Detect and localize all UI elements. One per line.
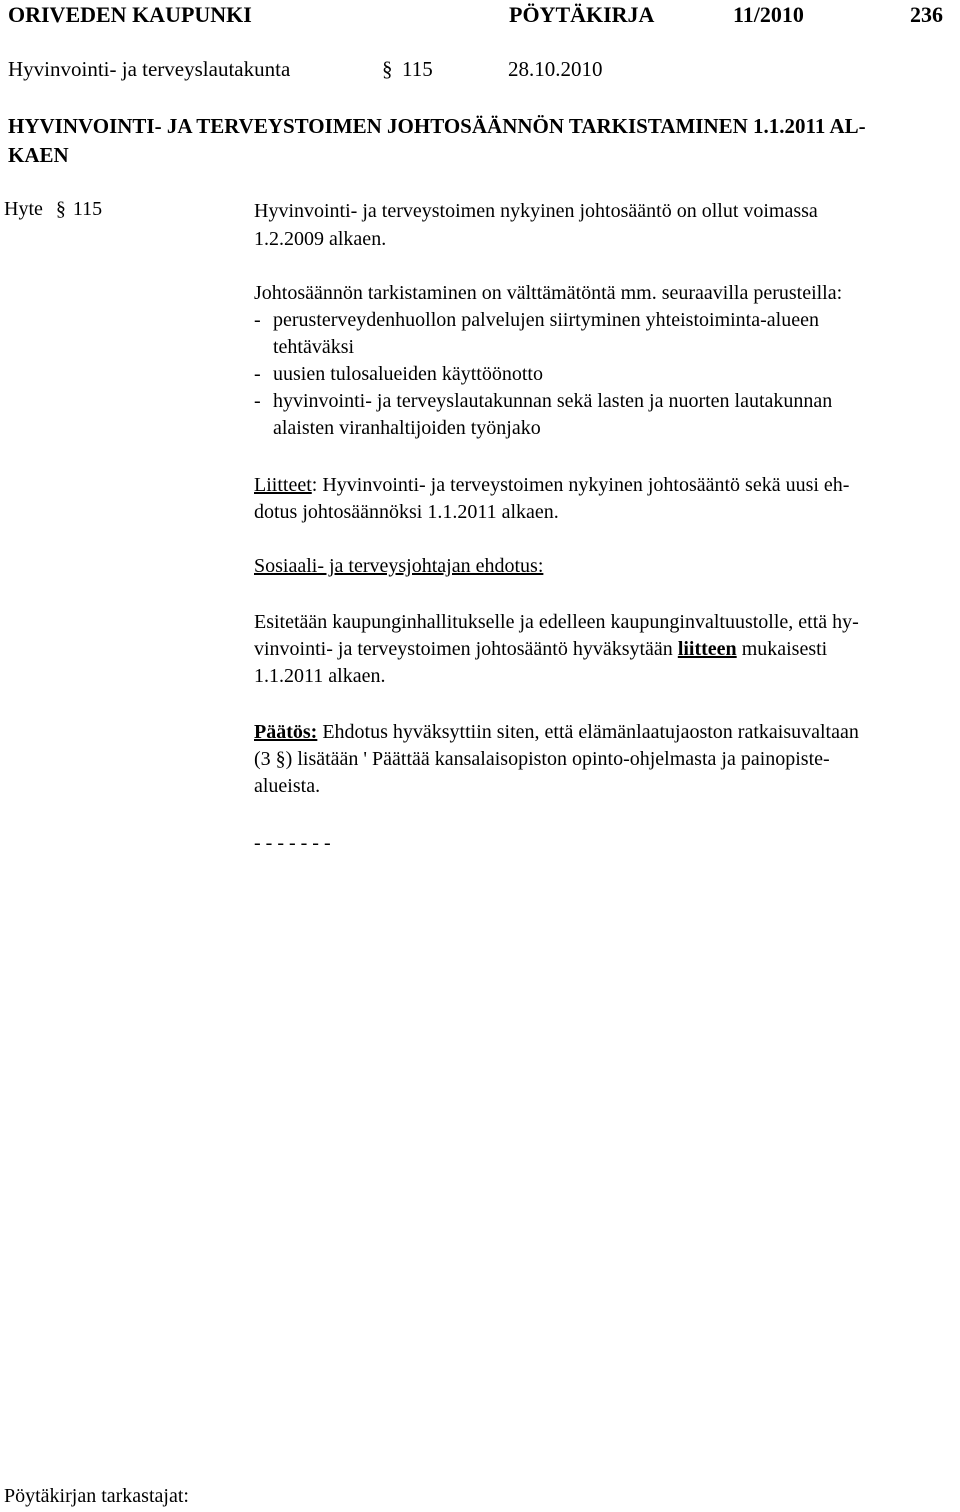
bullet-line-cont: alaisten viranhaltijoiden työnjako — [273, 417, 541, 439]
decision-line1 — [254, 719, 859, 746]
attachments-line2: dotus johtosäännöksi 1.1.2011 alkaen. — [254, 501, 559, 523]
attachments-text: Hyvinvointi- ja terveystoimen nykyinen johtosääntö sekä uusi eh- — [317, 474, 850, 496]
decision-line2-rest: ) lisätään ' Päättää kansalaisopiston opinto-ohjelmasta ja painopiste- — [285, 748, 830, 770]
decision-text: Ehdotus hyväksyttiin siten, että elämänlaatujaoston ratkaisuvaltaan — [317, 721, 859, 743]
bullet-line: uusien tulosalueiden käyttöönotto — [273, 363, 543, 385]
ref-label: Hyte — [4, 198, 43, 220]
org-name: ORIVEDEN KAUPUNKI — [8, 2, 252, 27]
bullet-line: hyvinvointi- ja terveyslautakunnan sekä lasten ja nuorten lautakunnan — [273, 390, 833, 412]
proposal-line2 — [254, 636, 827, 663]
attachments-colon: : — [311, 474, 318, 496]
intro-line1: Hyvinvointi- ja terveystoimen nykyinen johtosääntö on ollut voimassa — [254, 200, 818, 222]
proposal-line2-rest: mukaisesti — [736, 638, 828, 660]
attachments-label: Liitteet — [254, 474, 312, 496]
reasons-lead: Johtosäännön tarkistaminen on välttämätöntä mm. seuraavilla perusteilla: — [254, 282, 843, 304]
doc-number: 11/2010 — [733, 2, 804, 27]
decision-line2 — [254, 746, 830, 773]
committee-name: Hyvinvointi- ja terveyslautakunta — [8, 57, 291, 81]
attachment-link[interactable]: liitteen — [677, 638, 737, 660]
ref-number: 115 — [72, 198, 103, 220]
bullet-dash: - — [254, 309, 261, 331]
intro-line2: 1.2.2009 alkaen. — [254, 228, 387, 250]
agenda-title-line2: KAEN — [8, 143, 69, 167]
bullet-dash: - — [254, 363, 261, 385]
section-symbol: § — [382, 57, 393, 81]
page-number: 236 — [910, 2, 943, 27]
proposal-line3: 1.1.2011 alkaen. — [254, 665, 386, 687]
decision-line2-start: (3 — [254, 748, 276, 770]
section-number: 115 — [402, 57, 433, 81]
doc-type: PÖYTÄKIRJA — [509, 2, 655, 27]
bullet-line-cont: tehtäväksi — [273, 336, 355, 358]
checkers-label: Pöytäkirjan tarkastajat: — [4, 1485, 189, 1507]
attachments-line1 — [254, 472, 849, 499]
agenda-title-line1: HYVINVOINTI- JA TERVEYSTOIMEN JOHTOSÄÄNNÖN TARKISTAMINEN 1.1.2011 AL- — [8, 114, 866, 138]
ref-symbol: § — [55, 198, 66, 220]
separator: - - - - - - - — [254, 832, 331, 854]
bullet-dash: - — [254, 390, 261, 412]
meeting-date: 28.10.2010 — [508, 57, 603, 81]
proposal-heading: Sosiaali- ja terveysjohtajan ehdotus: — [254, 555, 544, 577]
proposal-line2-text: vinvointi- ja terveystoimen johtosääntö hyväksytään — [254, 638, 678, 660]
item-reference — [4, 198, 102, 221]
bullet-line: perusterveydenhuollon palvelujen siirtyminen yhteistoiminta-alueen — [273, 309, 819, 331]
decision-label: Päätös: — [254, 721, 318, 743]
decision-section-symbol: § — [275, 748, 286, 770]
proposal-line1: Esitetään kaupunginhallitukselle ja edelleen kaupunginvaltuustolle, että hy- — [254, 611, 859, 633]
decision-line3: alueista. — [254, 775, 321, 797]
